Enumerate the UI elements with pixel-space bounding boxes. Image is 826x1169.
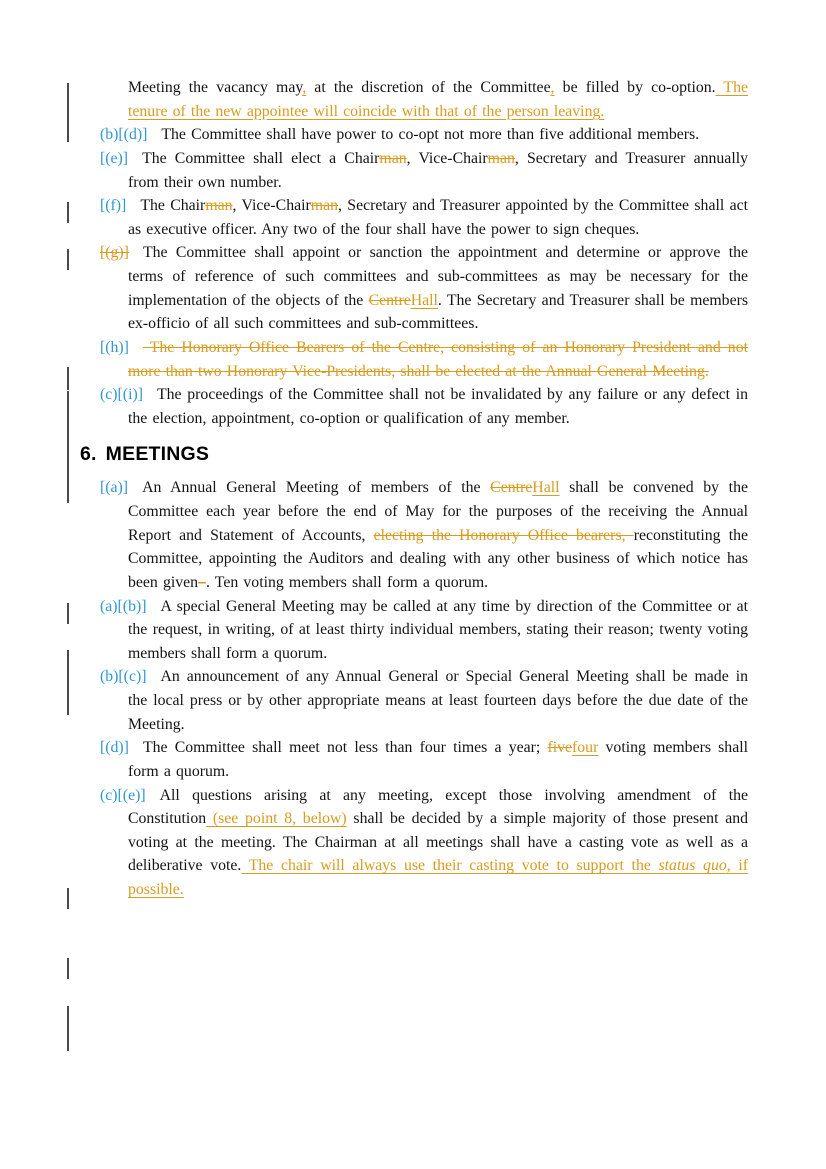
deleted-item-label: [(g)] bbox=[100, 244, 129, 262]
added-text: The tenure of the new appointee will coincide with that of the person leaving. bbox=[128, 79, 748, 120]
change-bar bbox=[67, 1006, 69, 1051]
body-text: , Vice-Chair bbox=[406, 149, 488, 167]
deleted-text: man bbox=[310, 197, 338, 215]
item-label bbox=[100, 479, 128, 496]
paragraph-item bbox=[100, 194, 749, 241]
item-label bbox=[100, 197, 126, 214]
item-label bbox=[100, 668, 146, 685]
change-bar bbox=[67, 958, 69, 979]
old-item-label: (b) bbox=[100, 668, 119, 686]
new-item-label: [(b)] bbox=[117, 597, 147, 615]
new-item-label: [(e)] bbox=[100, 149, 129, 167]
paragraph-item bbox=[100, 736, 748, 783]
deleted-text: five bbox=[547, 739, 573, 757]
new-item-label: [(i)] bbox=[117, 386, 143, 404]
document-body bbox=[80, 76, 749, 902]
paragraph-item bbox=[100, 784, 749, 902]
body-text: The Committee shall have power to co-opt not more than five additional members. bbox=[161, 126, 700, 144]
body-text: , Vice-Chair bbox=[232, 197, 311, 215]
change-bar bbox=[67, 603, 69, 624]
old-item-label: (c) bbox=[100, 386, 118, 404]
body-text: , Secretary and Treasurer annually from their own number. bbox=[128, 149, 748, 191]
body-text: . Ten voting members shall form a quorum. bbox=[205, 573, 489, 591]
deleted-text: Centre bbox=[490, 479, 533, 497]
change-bar bbox=[67, 391, 69, 503]
old-item-label: (b) bbox=[100, 126, 119, 144]
body-text: An Annual General Meeting of members of the bbox=[142, 479, 491, 497]
deleted-text: man bbox=[487, 149, 515, 167]
added-text-italic: status quo bbox=[658, 857, 727, 875]
paragraph-item bbox=[100, 147, 748, 194]
change-bar bbox=[67, 650, 69, 715]
new-item-label: [(c)] bbox=[118, 668, 147, 686]
change-bar bbox=[67, 249, 69, 270]
change-bar bbox=[67, 202, 69, 223]
added-text: , bbox=[550, 79, 555, 96]
item-label bbox=[100, 598, 147, 615]
body-text: The Chair bbox=[140, 197, 206, 215]
paragraph-item bbox=[128, 76, 748, 123]
deleted-text: – bbox=[198, 573, 206, 591]
old-item-label: (a) bbox=[100, 597, 118, 615]
body-text: Meeting the vacancy may bbox=[128, 79, 303, 96]
body-text: A special General Meeting may be called at any time by direction of the Committee or at the request, in writing, of at least thirty individual members, stating their reason; twenty voting members shall form a quorum. bbox=[128, 597, 748, 662]
change-bar bbox=[67, 83, 69, 142]
deleted-text: The Honorary Office Bearers of the Centre, consisting of an Honorary President and not more than two Honorary Vice-Presidents, shall be elected at the Annual General Meeting. bbox=[128, 338, 748, 380]
body-text: . The Secretary and Treasurer shall be members ex-officio of all such committees and sub-committees. bbox=[128, 291, 748, 333]
body-text: The proceedings of the Committee shall not be invalidated by any failure or any defect in the election, appointment, co-option or qualification of any member. bbox=[128, 386, 748, 427]
body-text: An announcement of any Annual General or Special General Meeting shall be made in the local press or by other appropriate means at least fourteen days before the due date of the Meeting. bbox=[128, 668, 748, 733]
body-text: voting members shall form a quorum. bbox=[128, 739, 748, 780]
body-text: shall be convened by the Committee each year before the end of May for the purposes of the receiving the Annual Report and Statement of Accounts, bbox=[128, 479, 748, 544]
new-item-label: [(d)] bbox=[100, 739, 129, 757]
new-item-label: [(h)] bbox=[100, 338, 129, 356]
new-item-label: [(a)] bbox=[100, 479, 129, 497]
body-text: The Committee shall meet not less than four times a year; bbox=[142, 739, 548, 757]
item-label bbox=[100, 244, 129, 261]
change-bar bbox=[67, 367, 69, 390]
item-label bbox=[100, 339, 129, 356]
body-text: shall be decided by a simple majority of those present and voting at the meeting. The Chairman at all meetings shall have a casting vote as well as a deliberative vote. bbox=[128, 810, 749, 875]
paragraph-item bbox=[100, 241, 748, 336]
new-item-label: [(e)] bbox=[117, 786, 146, 804]
item-label bbox=[100, 787, 146, 804]
body-text: All questions arising at any meeting, except those involving amendment of the Constitution bbox=[128, 786, 748, 828]
paragraph-item bbox=[100, 595, 748, 666]
paragraph-item bbox=[100, 665, 748, 736]
body-text: be filled by co-option. bbox=[554, 79, 716, 96]
added-text: The chair will always use their casting vote to support the bbox=[241, 857, 659, 875]
paragraph-item bbox=[100, 123, 748, 147]
body-text: reconstituting the Committee, appointing the Auditors and dealing with any other business of which notice has been given bbox=[128, 526, 748, 591]
added-text: , if possible. bbox=[128, 857, 749, 898]
item-label bbox=[100, 739, 129, 756]
added-text: Hall bbox=[410, 291, 438, 309]
deleted-text: man bbox=[379, 149, 407, 167]
deleted-text: Centre bbox=[368, 291, 411, 309]
old-item-label: (c) bbox=[100, 786, 118, 804]
section-number: 6. bbox=[80, 443, 97, 466]
item-label bbox=[100, 150, 128, 167]
body-text: at the discretion of the Committee bbox=[306, 79, 551, 96]
item-label bbox=[100, 386, 143, 403]
paragraph-item bbox=[100, 336, 748, 383]
body-text: , Secretary and Treasurer appointed by the Committee shall act as executive officer. Any two of the four shall have the power to sign cheques. bbox=[128, 197, 749, 238]
section-heading bbox=[80, 442, 748, 466]
deleted-text: electing the Honorary Office bearers, bbox=[373, 526, 634, 544]
body-text: The Committee shall appoint or sanction the appointment and determine or approve the terms of reference of such committees and sub-committees as may be necessary for the implementation of the objects of the bbox=[128, 244, 748, 309]
deleted-text: man bbox=[205, 197, 233, 215]
added-text: , bbox=[302, 79, 307, 96]
new-item-label: [(f)] bbox=[100, 197, 127, 215]
section-title: MEETINGS bbox=[105, 443, 210, 466]
added-text: four bbox=[572, 739, 599, 757]
added-text: (see point 8, below) bbox=[206, 810, 347, 828]
added-text: Hall bbox=[532, 479, 560, 497]
item-label bbox=[100, 126, 147, 143]
change-bar bbox=[67, 888, 69, 909]
body-text: The Committee shall elect a Chair bbox=[142, 149, 380, 167]
paragraph-item bbox=[100, 383, 748, 430]
paragraph-item bbox=[100, 476, 748, 594]
new-item-label: [(d)] bbox=[118, 126, 148, 144]
